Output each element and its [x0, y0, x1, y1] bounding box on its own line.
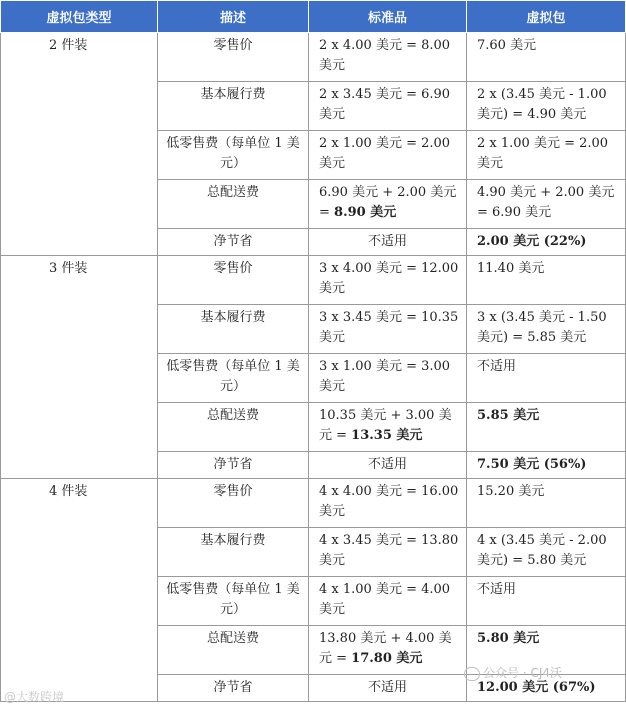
description-cell: 净节省	[158, 675, 309, 702]
header-description: 描述	[158, 1, 309, 33]
standard-cell: 3 x 4.00 美元 = 12.00 美元	[309, 256, 467, 305]
standard-cell: 3 x 1.00 美元 = 3.00 美元	[309, 354, 467, 403]
net-savings-cell: 2.00 美元 (22%)	[467, 229, 626, 256]
description-cell: 总配送费	[158, 403, 309, 452]
header-standard: 标准品	[309, 1, 467, 33]
virtual-cell: 2 x (3.45 美元 - 1.00 美元) = 4.90 美元	[467, 82, 626, 131]
standard-formula: 6.90 美元 + 2.00 美元 =	[319, 185, 457, 220]
virtual-cell: 3 x (3.45 美元 - 1.50 美元) = 5.85 美元	[467, 305, 626, 354]
description-cell: 零售价	[158, 479, 309, 528]
description-cell: 总配送费	[158, 626, 309, 675]
watermark-left-text: @大数跨境	[4, 690, 65, 704]
standard-total: 17.80 美元	[351, 651, 423, 666]
standard-total: 8.90 美元	[334, 205, 397, 220]
virtual-cell: 5.80 美元	[467, 626, 626, 675]
standard-cell: 4 x 3.45 美元 = 13.80 美元	[309, 528, 467, 577]
watermark-right	[464, 664, 562, 681]
description-cell: 零售价	[158, 256, 309, 305]
header-type: 虚拟包类型	[1, 1, 158, 33]
description-cell: 基本履行费	[158, 305, 309, 354]
description-cell: 净节省	[158, 229, 309, 256]
standard-cell: 不适用	[309, 452, 467, 479]
watermark-right-text: 公众号 · CJ4沃	[483, 666, 562, 680]
description-cell: 总配送费	[158, 180, 309, 229]
standard-cell	[309, 403, 467, 452]
standard-cell: 4 x 1.00 美元 = 4.00 美元	[309, 577, 467, 626]
standard-cell: 4 x 4.00 美元 = 16.00 美元	[309, 479, 467, 528]
table-row	[1, 33, 626, 82]
description-cell: 基本履行费	[158, 528, 309, 577]
net-savings-cell: 7.50 美元 (56%)	[467, 452, 626, 479]
virtual-cell: 5.85 美元	[467, 403, 626, 452]
description-cell: 基本履行费	[158, 82, 309, 131]
virtual-cell: 4 x (3.45 美元 - 2.00 美元) = 5.80 美元	[467, 528, 626, 577]
description-cell: 低零售费（每单位 1 美元）	[158, 577, 309, 626]
standard-cell: 3 x 3.45 美元 = 10.35 美元	[309, 305, 467, 354]
description-cell: 低零售费（每单位 1 美元）	[158, 354, 309, 403]
standard-formula: 10.35 美元 + 3.00 美元 =	[319, 408, 452, 443]
bundle-type-cell: 3 件装	[1, 256, 158, 479]
description-cell: 净节省	[158, 452, 309, 479]
wechat-icon	[464, 667, 480, 681]
bundle-type-cell: 2 件装	[1, 33, 158, 256]
virtual-cell: 11.40 美元	[467, 256, 626, 305]
header-virtual: 虚拟包	[467, 1, 626, 33]
virtual-cell: 2 x 1.00 美元 = 2.00 美元	[467, 131, 626, 180]
bundle-type-cell: 4 件装	[1, 479, 158, 702]
standard-cell: 2 x 1.00 美元 = 2.00 美元	[309, 131, 467, 180]
standard-cell: 不适用	[309, 675, 467, 702]
virtual-cell: 不适用	[467, 577, 626, 626]
table-row	[1, 479, 626, 528]
standard-total: 13.35 美元	[351, 428, 423, 443]
standard-formula: 13.80 美元 + 4.00 美元 =	[319, 631, 452, 666]
net-savings-cell: 12.00 美元 (67%)	[467, 675, 626, 702]
virtual-cell: 不适用	[467, 354, 626, 403]
virtual-cell: 15.20 美元	[467, 479, 626, 528]
virtual-cell: 4.90 美元 + 2.00 美元 = 6.90 美元	[467, 180, 626, 229]
description-cell: 低零售费（每单位 1 美元）	[158, 131, 309, 180]
standard-cell	[309, 180, 467, 229]
header-row	[1, 1, 626, 33]
description-cell: 零售价	[158, 33, 309, 82]
standard-cell: 2 x 3.45 美元 = 6.90 美元	[309, 82, 467, 131]
standard-cell: 2 x 4.00 美元 = 8.00 美元	[309, 33, 467, 82]
watermark-left	[4, 688, 64, 705]
standard-cell: 不适用	[309, 229, 467, 256]
standard-cell	[309, 626, 467, 675]
virtual-cell: 7.60 美元	[467, 33, 626, 82]
table-row	[1, 256, 626, 305]
